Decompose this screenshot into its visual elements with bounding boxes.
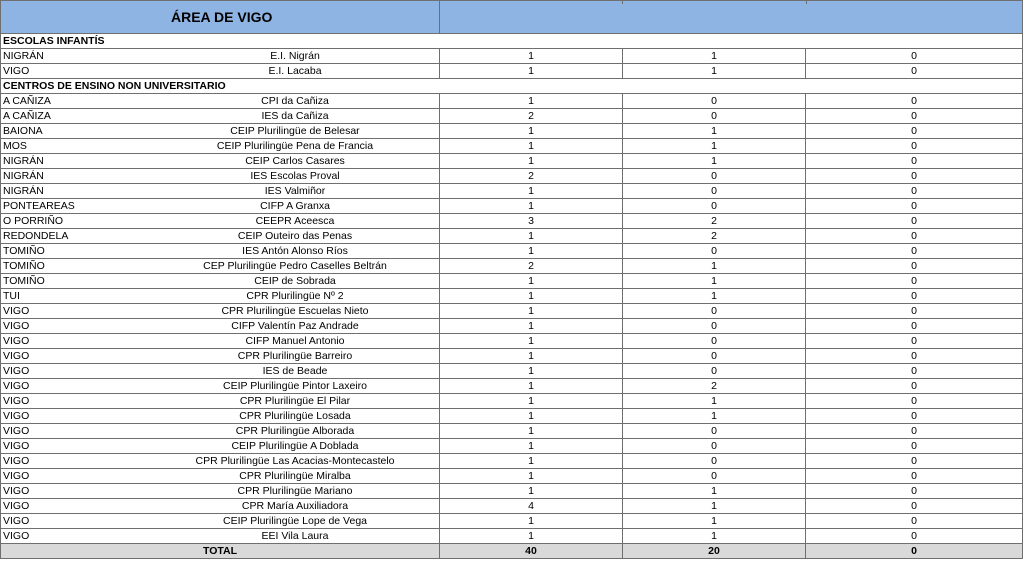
value-cell-1[interactable]: 1 <box>440 184 623 199</box>
table-row <box>1 529 1023 544</box>
value-cell-1[interactable]: 1 <box>440 139 623 154</box>
municipality-label: VIGO <box>3 305 30 317</box>
centre-cell-content <box>3 409 437 423</box>
centre-cell[interactable] <box>1 439 440 454</box>
value-cell-1[interactable]: 3 <box>440 214 623 229</box>
centre-cell[interactable] <box>1 364 440 379</box>
centre-cell-content <box>3 244 437 258</box>
value-cell-1[interactable]: 1 <box>440 124 623 139</box>
centre-cell[interactable] <box>1 199 440 214</box>
value-cell-1[interactable]: 1 <box>440 94 623 109</box>
centre-cell[interactable] <box>1 304 440 319</box>
value-cell-1[interactable]: 1 <box>440 304 623 319</box>
municipality-label: A CAÑIZA <box>3 110 51 122</box>
centre-name: CPR Plurilingüe Nº 2 <box>246 290 344 302</box>
value-cell-1[interactable]: 1 <box>440 454 623 469</box>
total-value-3[interactable]: 0 <box>806 544 1023 559</box>
value-cell-3[interactable]: 0 <box>806 514 1023 529</box>
centre-cell[interactable] <box>1 289 440 304</box>
municipality-label: TOMIÑO <box>3 245 45 257</box>
centre-cell[interactable] <box>1 379 440 394</box>
municipality-label: NIGRÁN <box>3 170 44 182</box>
table-row <box>1 214 1023 229</box>
value-cell-3[interactable]: 0 <box>806 319 1023 334</box>
value-cell-3[interactable]: 0 <box>806 499 1023 514</box>
centre-cell[interactable] <box>1 484 440 499</box>
column-divider <box>806 0 807 4</box>
centre-name: CEIP Outeiro das Penas <box>237 230 353 242</box>
value-cell-1[interactable]: 1 <box>440 364 623 379</box>
value-cell-2[interactable]: 0 <box>623 319 806 334</box>
header-row <box>1 1 1023 34</box>
value-cell-3[interactable]: 0 <box>806 439 1023 454</box>
value-cell-2[interactable]: 1 <box>623 499 806 514</box>
centre-cell-content <box>3 169 437 183</box>
value-cell-1[interactable]: 1 <box>440 529 623 544</box>
centre-cell-content <box>3 364 437 378</box>
municipality-label: NIGRÁN <box>3 50 44 62</box>
centre-name: E.I. Nigrán <box>270 50 320 62</box>
value-cell-3[interactable]: 0 <box>806 124 1023 139</box>
centre-cell[interactable] <box>1 94 440 109</box>
value-cell-3[interactable]: 0 <box>806 274 1023 289</box>
table-row <box>1 484 1023 499</box>
value-cell-1[interactable]: 1 <box>440 334 623 349</box>
centre-cell[interactable] <box>1 469 440 484</box>
table-row <box>1 184 1023 199</box>
centre-cell[interactable] <box>1 259 440 274</box>
value-cell-2[interactable]: 1 <box>623 394 806 409</box>
centre-name: IES da Cañiza <box>261 110 329 122</box>
centre-cell[interactable] <box>1 184 440 199</box>
centre-cell[interactable] <box>1 319 440 334</box>
centre-name: CEIP Plurilingüe de Belesar <box>230 125 360 137</box>
centre-name: EEI Vila Laura <box>261 530 329 542</box>
table-row <box>1 499 1023 514</box>
value-cell-3[interactable]: 0 <box>806 529 1023 544</box>
centre-cell-content <box>3 514 437 528</box>
municipality-label: VIGO <box>3 395 30 407</box>
table-row <box>1 394 1023 409</box>
value-cell-2[interactable]: 0 <box>623 439 806 454</box>
value-cell-2[interactable]: 0 <box>623 334 806 349</box>
value-cell-2[interactable]: 1 <box>623 49 806 64</box>
table-row <box>1 469 1023 484</box>
table-row <box>1 454 1023 469</box>
total-row <box>1 544 1023 559</box>
table-row <box>1 364 1023 379</box>
centre-cell-content <box>3 184 437 198</box>
centre-cell-content <box>3 49 437 63</box>
value-cell-3[interactable]: 0 <box>806 484 1023 499</box>
table-row <box>1 514 1023 529</box>
table-row <box>1 289 1023 304</box>
value-cell-2[interactable]: 1 <box>623 139 806 154</box>
section-heading[interactable]: ESCOLAS INFANTÍS <box>1 34 1023 49</box>
header-blank-cell[interactable] <box>440 1 1023 34</box>
centre-name: CIFP Valentín Paz Andrade <box>231 320 359 332</box>
value-cell-3[interactable]: 0 <box>806 289 1023 304</box>
centre-cell[interactable] <box>1 214 440 229</box>
value-cell-1[interactable]: 1 <box>440 199 623 214</box>
table-row <box>1 304 1023 319</box>
section-header-row <box>1 34 1023 49</box>
total-value-1[interactable]: 40 <box>440 544 623 559</box>
centre-cell[interactable] <box>1 334 440 349</box>
municipality-label: VIGO <box>3 380 30 392</box>
value-cell-1[interactable]: 2 <box>440 259 623 274</box>
centre-cell-content <box>3 259 437 273</box>
centre-name: CEIP Plurilingüe Lope de Vega <box>223 515 367 527</box>
municipality-label: VIGO <box>3 500 30 512</box>
value-cell-2[interactable]: 0 <box>623 244 806 259</box>
centre-name: CPR Plurilingüe Losada <box>239 410 351 422</box>
centre-name: CPR Plurilingüe Alborada <box>235 425 355 437</box>
section-header-row <box>1 79 1023 94</box>
centre-name: CEIP Plurilingüe Pintor Laxeiro <box>223 380 367 392</box>
table-row <box>1 439 1023 454</box>
value-cell-2[interactable]: 0 <box>623 169 806 184</box>
value-cell-3[interactable]: 0 <box>806 469 1023 484</box>
table-row <box>1 124 1023 139</box>
table-row <box>1 169 1023 184</box>
centre-cell[interactable] <box>1 424 440 439</box>
value-cell-1[interactable]: 1 <box>440 349 623 364</box>
value-cell-3[interactable]: 0 <box>806 229 1023 244</box>
value-cell-3[interactable]: 0 <box>806 244 1023 259</box>
value-cell-2[interactable]: 1 <box>623 64 806 79</box>
value-cell-1[interactable]: 1 <box>440 424 623 439</box>
municipality-label: TUI <box>3 290 20 302</box>
centre-cell[interactable] <box>1 139 440 154</box>
municipality-label: BAIONA <box>3 125 43 137</box>
centre-cell-content <box>3 334 437 348</box>
value-cell-1[interactable]: 1 <box>440 49 623 64</box>
table-row <box>1 229 1023 244</box>
table-row <box>1 409 1023 424</box>
value-cell-1[interactable]: 1 <box>440 379 623 394</box>
centre-name: CPR Plurilingüe El Pilar <box>239 395 351 407</box>
centre-cell[interactable] <box>1 109 440 124</box>
value-cell-2[interactable]: 1 <box>623 274 806 289</box>
column-divider <box>622 0 623 4</box>
centre-name: CPR Plurilingüe Escuelas Nieto <box>221 305 369 317</box>
centre-name: CEIP de Sobrada <box>254 275 336 287</box>
value-cell-3[interactable]: 0 <box>806 454 1023 469</box>
centre-cell-content <box>3 454 437 468</box>
table-row <box>1 49 1023 64</box>
value-cell-1[interactable]: 1 <box>440 64 623 79</box>
centre-cell-content <box>3 214 437 228</box>
municipality-label: VIGO <box>3 485 30 497</box>
value-cell-2[interactable]: 1 <box>623 514 806 529</box>
centre-name: CEEPR Aceesca <box>255 215 335 227</box>
table-body <box>1 1 1023 559</box>
value-cell-2[interactable]: 1 <box>623 289 806 304</box>
value-cell-2[interactable]: 1 <box>623 529 806 544</box>
value-cell-2[interactable]: 2 <box>623 214 806 229</box>
municipality-label: VIGO <box>3 365 30 377</box>
value-cell-2[interactable]: 2 <box>623 229 806 244</box>
centre-name: IES Antón Alonso Ríos <box>242 245 348 257</box>
centre-cell-content <box>3 379 437 393</box>
centre-name: IES Escolas Proval <box>250 170 340 182</box>
municipality-label: VIGO <box>3 335 30 347</box>
table-row <box>1 154 1023 169</box>
centre-cell-content <box>3 274 437 288</box>
centre-cell-content <box>3 139 437 153</box>
value-cell-2[interactable]: 0 <box>623 304 806 319</box>
centre-name: CIFP Manuel Antonio <box>245 335 345 347</box>
centre-cell-content <box>3 94 437 108</box>
value-cell-2[interactable]: 0 <box>623 184 806 199</box>
value-cell-3[interactable]: 0 <box>806 169 1023 184</box>
table-row <box>1 244 1023 259</box>
centre-cell-content <box>3 199 437 213</box>
centre-name: IES de Beade <box>262 365 328 377</box>
municipality-label: NIGRÁN <box>3 155 44 167</box>
value-cell-1[interactable]: 1 <box>440 484 623 499</box>
value-cell-1[interactable]: 1 <box>440 244 623 259</box>
municipality-label: TOMIÑO <box>3 260 45 272</box>
value-cell-2[interactable]: 0 <box>623 454 806 469</box>
value-cell-3[interactable]: 0 <box>806 214 1023 229</box>
centre-cell[interactable] <box>1 529 440 544</box>
table-row <box>1 109 1023 124</box>
value-cell-3[interactable]: 0 <box>806 379 1023 394</box>
centre-cell[interactable] <box>1 244 440 259</box>
value-cell-1[interactable]: 1 <box>440 514 623 529</box>
value-cell-2[interactable]: 1 <box>623 154 806 169</box>
value-cell-2[interactable]: 2 <box>623 379 806 394</box>
value-cell-1[interactable]: 1 <box>440 394 623 409</box>
value-cell-2[interactable]: 1 <box>623 484 806 499</box>
value-cell-2[interactable]: 0 <box>623 199 806 214</box>
centre-cell-content <box>3 124 437 138</box>
table-row <box>1 259 1023 274</box>
municipality-label: A CAÑIZA <box>3 95 51 107</box>
centre-cell[interactable] <box>1 64 440 79</box>
centre-cell-content <box>3 424 437 438</box>
value-cell-3[interactable]: 0 <box>806 424 1023 439</box>
value-cell-1[interactable]: 2 <box>440 169 623 184</box>
value-cell-3[interactable]: 0 <box>806 94 1023 109</box>
centre-name: CEIP Carlos Casares <box>245 155 345 167</box>
centre-cell-content <box>3 499 437 513</box>
municipality-label: O PORRIÑO <box>3 215 64 227</box>
centre-cell[interactable] <box>1 169 440 184</box>
value-cell-2[interactable]: 0 <box>623 349 806 364</box>
municipality-label: VIGO <box>3 440 30 452</box>
value-cell-3[interactable]: 0 <box>806 394 1023 409</box>
centre-cell-content <box>3 109 437 123</box>
value-cell-2[interactable]: 0 <box>623 424 806 439</box>
value-cell-1[interactable]: 1 <box>440 319 623 334</box>
value-cell-3[interactable]: 0 <box>806 64 1023 79</box>
municipality-label: NIGRÁN <box>3 185 44 197</box>
centre-cell-content <box>3 289 437 303</box>
table-row <box>1 199 1023 214</box>
value-cell-3[interactable]: 0 <box>806 304 1023 319</box>
municipality-label: PONTEAREAS <box>3 200 75 212</box>
table-row <box>1 349 1023 364</box>
centre-cell[interactable] <box>1 514 440 529</box>
value-cell-1[interactable]: 1 <box>440 409 623 424</box>
total-label[interactable]: TOTAL <box>1 544 440 559</box>
centre-cell-content <box>3 64 437 78</box>
area-title[interactable]: ÁREA DE VIGO <box>1 1 440 34</box>
centre-cell[interactable] <box>1 49 440 64</box>
value-cell-2[interactable]: 0 <box>623 364 806 379</box>
table-row <box>1 64 1023 79</box>
centre-name: CPR Plurilingüe Miralba <box>239 470 351 482</box>
value-cell-2[interactable]: 0 <box>623 109 806 124</box>
value-cell-3[interactable]: 0 <box>806 349 1023 364</box>
table-row <box>1 424 1023 439</box>
municipality-label: TOMIÑO <box>3 275 45 287</box>
centre-cell[interactable] <box>1 274 440 289</box>
municipality-label: VIGO <box>3 530 30 542</box>
centre-name: CPR María Auxiliadora <box>241 500 349 512</box>
table-row <box>1 319 1023 334</box>
value-cell-2[interactable]: 0 <box>623 469 806 484</box>
centre-cell-content <box>3 154 437 168</box>
centre-cell-content <box>3 304 437 318</box>
table-row <box>1 379 1023 394</box>
municipality-label: VIGO <box>3 425 30 437</box>
municipality-label: VIGO <box>3 515 30 527</box>
centre-cell-content <box>3 469 437 483</box>
value-cell-1[interactable]: 4 <box>440 499 623 514</box>
centre-name: CEP Plurilingüe Pedro Caselles Beltrán <box>203 260 387 272</box>
centre-cell[interactable] <box>1 499 440 514</box>
value-cell-3[interactable]: 0 <box>806 139 1023 154</box>
centre-name: E.I. Lacaba <box>268 65 322 77</box>
value-cell-1[interactable]: 1 <box>440 274 623 289</box>
municipality-label: VIGO <box>3 65 30 77</box>
centre-cell-content <box>3 529 437 543</box>
value-cell-2[interactable]: 1 <box>623 124 806 139</box>
value-cell-1[interactable]: 2 <box>440 109 623 124</box>
section-heading[interactable]: CENTROS DE ENSINO NON UNIVERSITARIO <box>1 79 1023 94</box>
centre-name: CIFP A Granxa <box>260 200 330 212</box>
centre-cell-content <box>3 229 437 243</box>
municipality-label: VIGO <box>3 320 30 332</box>
centre-cell[interactable] <box>1 154 440 169</box>
centre-cell-content <box>3 394 437 408</box>
table-row <box>1 334 1023 349</box>
centre-name: IES Valmiñor <box>264 185 326 197</box>
value-cell-2[interactable]: 1 <box>623 409 806 424</box>
value-cell-1[interactable]: 1 <box>440 229 623 244</box>
centre-cell-content <box>3 349 437 363</box>
value-cell-3[interactable]: 0 <box>806 364 1023 379</box>
value-cell-1[interactable]: 1 <box>440 154 623 169</box>
centre-name: CEIP Plurilingüe Pena de Francia <box>216 140 374 152</box>
municipality-label: MOS <box>3 140 27 152</box>
centre-cell[interactable] <box>1 454 440 469</box>
value-cell-3[interactable]: 0 <box>806 199 1023 214</box>
municipality-label: VIGO <box>3 410 30 422</box>
centre-cell-content <box>3 319 437 333</box>
value-cell-3[interactable]: 0 <box>806 49 1023 64</box>
centre-name: CPR Plurilingüe Barreiro <box>237 350 353 362</box>
centre-name: CPR Plurilingüe Las Acacias-Montecastelo <box>195 455 395 467</box>
centre-name: CEIP Plurilingüe A Doblada <box>231 440 359 452</box>
value-cell-3[interactable]: 0 <box>806 154 1023 169</box>
centre-cell[interactable] <box>1 229 440 244</box>
table-row <box>1 274 1023 289</box>
total-value-2[interactable]: 20 <box>623 544 806 559</box>
value-cell-1[interactable]: 1 <box>440 439 623 454</box>
centre-cell[interactable] <box>1 349 440 364</box>
value-cell-3[interactable]: 0 <box>806 259 1023 274</box>
centre-cell[interactable] <box>1 409 440 424</box>
table-row <box>1 94 1023 109</box>
value-cell-3[interactable]: 0 <box>806 109 1023 124</box>
centre-cell[interactable] <box>1 124 440 139</box>
centre-cell-content <box>3 439 437 453</box>
centre-cell[interactable] <box>1 394 440 409</box>
value-cell-1[interactable]: 1 <box>440 469 623 484</box>
value-cell-2[interactable]: 0 <box>623 94 806 109</box>
municipality-label: VIGO <box>3 470 30 482</box>
centre-cell-content <box>3 484 437 498</box>
municipality-label: VIGO <box>3 350 30 362</box>
centre-name: CPR Plurilingüe Mariano <box>237 485 353 497</box>
value-cell-3[interactable]: 0 <box>806 184 1023 199</box>
value-cell-1[interactable]: 1 <box>440 289 623 304</box>
value-cell-3[interactable]: 0 <box>806 334 1023 349</box>
municipality-label: VIGO <box>3 455 30 467</box>
centre-name: CPI da Cañiza <box>261 95 329 107</box>
value-cell-3[interactable]: 0 <box>806 409 1023 424</box>
table-row <box>1 139 1023 154</box>
municipality-label: REDONDELA <box>3 230 69 242</box>
value-cell-2[interactable]: 1 <box>623 259 806 274</box>
